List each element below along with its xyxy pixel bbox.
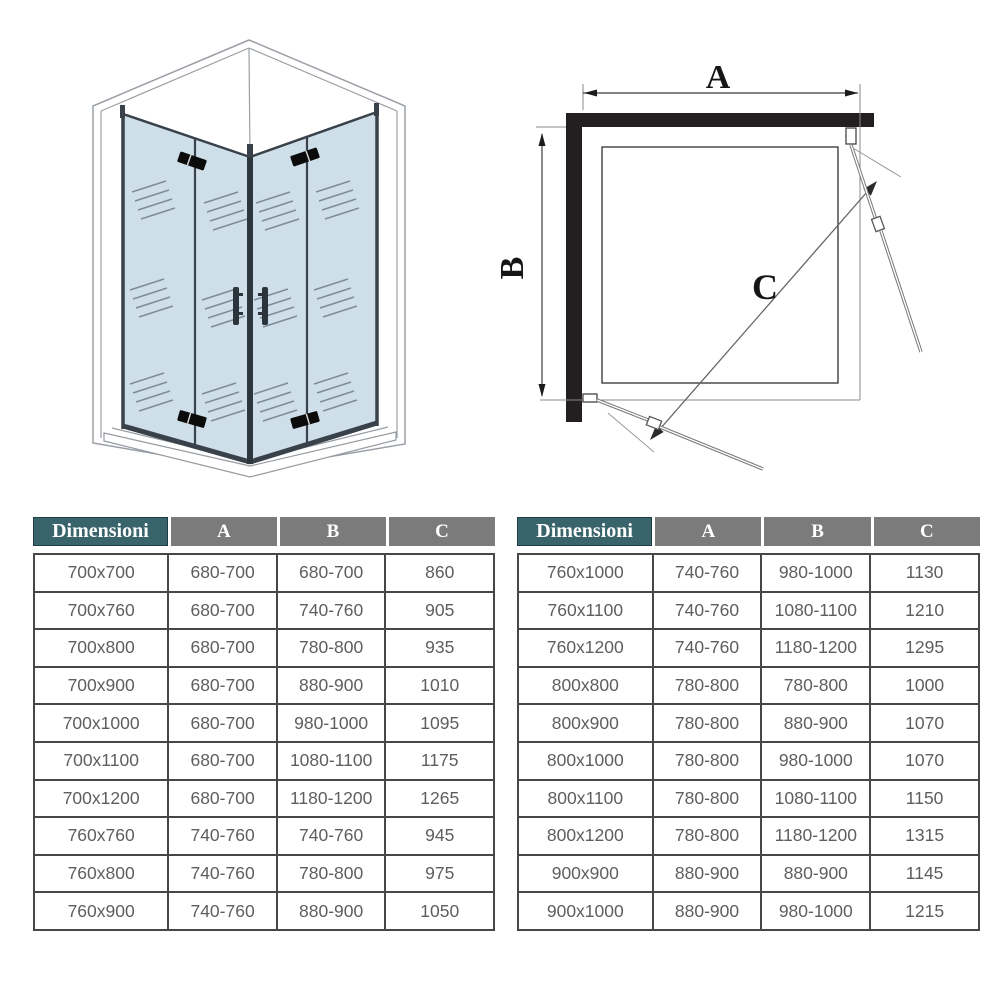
size-cell: 700x800 <box>34 629 168 667</box>
dimensioni-header: Dimensioni <box>33 517 168 546</box>
size-cell: 1265 <box>385 780 494 818</box>
column-header: C <box>874 517 980 546</box>
size-cell: 880-900 <box>277 667 386 705</box>
size-cell: 780-800 <box>277 855 386 893</box>
size-cell: 880-900 <box>761 704 870 742</box>
table-row <box>34 855 494 893</box>
table-row <box>518 592 979 630</box>
size-cell: 980-1000 <box>761 554 870 592</box>
size-cell: 1215 <box>870 892 979 930</box>
size-cell: 1175 <box>385 742 494 780</box>
table-row <box>34 817 494 855</box>
size-cell: 945 <box>385 817 494 855</box>
size-cell: 780-800 <box>761 667 870 705</box>
dimension-b <box>494 133 546 397</box>
size-cell: 680-700 <box>168 780 277 818</box>
column-header: B <box>764 517 870 546</box>
plan-wall-left <box>566 113 582 422</box>
size-cell: 1070 <box>870 704 979 742</box>
size-cell: 740-760 <box>653 592 762 630</box>
size-cell: 780-800 <box>653 780 762 818</box>
size-cell: 760x800 <box>34 855 168 893</box>
size-cell: 1145 <box>870 855 979 893</box>
size-cell: 760x900 <box>34 892 168 930</box>
size-cell: 800x900 <box>518 704 653 742</box>
size-cell: 1210 <box>870 592 979 630</box>
dim-label-b: B <box>494 256 531 280</box>
table-row <box>34 554 494 592</box>
table-body <box>517 553 980 931</box>
table-row <box>518 554 979 592</box>
size-cell: 680-700 <box>168 629 277 667</box>
dimension-table-right <box>517 517 980 931</box>
glass-right-face <box>250 112 377 464</box>
table-row <box>34 629 494 667</box>
size-cell: 760x1200 <box>518 629 653 667</box>
size-cell: 760x1100 <box>518 592 653 630</box>
table-row <box>518 855 979 893</box>
table-row <box>518 704 979 742</box>
table-row <box>34 592 494 630</box>
size-cell: 975 <box>385 855 494 893</box>
dimension-a <box>583 59 858 97</box>
table-row <box>34 780 494 818</box>
size-cell: 760x760 <box>34 817 168 855</box>
size-cell: 1080-1100 <box>761 780 870 818</box>
table-row <box>518 817 979 855</box>
column-header: B <box>280 517 386 546</box>
glass-left-face <box>123 114 250 464</box>
door-open-bottom-left <box>583 394 763 469</box>
size-cell: 900x1000 <box>518 892 653 930</box>
size-cell: 1050 <box>385 892 494 930</box>
dimension-c <box>646 178 881 444</box>
size-cell: 740-760 <box>168 892 277 930</box>
size-cell: 980-1000 <box>761 742 870 780</box>
table-header <box>33 517 495 546</box>
size-cell: 1000 <box>870 667 979 705</box>
size-cell: 1150 <box>870 780 979 818</box>
size-cell: 680-700 <box>168 554 277 592</box>
door-open-top-right <box>846 128 921 352</box>
size-cell: 1095 <box>385 704 494 742</box>
dimension-table-left <box>33 517 495 931</box>
size-cell: 980-1000 <box>277 704 386 742</box>
dim-label-a: A <box>705 59 731 96</box>
size-cell: 1180-1200 <box>761 629 870 667</box>
size-cell: 740-760 <box>168 855 277 893</box>
size-cell: 780-800 <box>653 742 762 780</box>
size-cell: 880-900 <box>653 855 762 893</box>
size-cell: 1010 <box>385 667 494 705</box>
size-cell: 700x1000 <box>34 704 168 742</box>
size-cell: 905 <box>385 592 494 630</box>
size-cell: 800x1000 <box>518 742 653 780</box>
size-cell: 680-700 <box>168 667 277 705</box>
size-cell: 800x1200 <box>518 817 653 855</box>
table-header <box>517 517 980 546</box>
table-row <box>518 780 979 818</box>
size-cell: 1180-1200 <box>761 817 870 855</box>
size-cell: 900x900 <box>518 855 653 893</box>
table-row <box>518 667 979 705</box>
shower-plan-diagram <box>494 59 921 469</box>
size-cell: 880-900 <box>653 892 762 930</box>
shower-3d-diagram <box>93 40 405 477</box>
size-cell: 740-760 <box>277 817 386 855</box>
size-cell: 1180-1200 <box>277 780 386 818</box>
size-cell: 935 <box>385 629 494 667</box>
size-cell: 680-700 <box>168 704 277 742</box>
size-cell: 1130 <box>870 554 979 592</box>
size-cell: 1315 <box>870 817 979 855</box>
size-cell: 700x900 <box>34 667 168 705</box>
table-body <box>33 553 495 931</box>
size-cell: 680-700 <box>168 592 277 630</box>
table-row <box>34 704 494 742</box>
size-cell: 700x700 <box>34 554 168 592</box>
size-cell: 680-700 <box>168 742 277 780</box>
size-cell: 740-760 <box>277 592 386 630</box>
table-row <box>518 742 979 780</box>
column-header: A <box>655 517 761 546</box>
size-cell: 740-760 <box>168 817 277 855</box>
size-cell: 700x1100 <box>34 742 168 780</box>
size-cell: 800x800 <box>518 667 653 705</box>
size-cell: 740-760 <box>653 629 762 667</box>
size-cell: 780-800 <box>653 817 762 855</box>
handle-bar-right <box>262 287 268 325</box>
table-row <box>518 629 979 667</box>
size-cell: 780-800 <box>653 667 762 705</box>
size-cell: 980-1000 <box>761 892 870 930</box>
dimensioni-header: Dimensioni <box>517 517 652 546</box>
footprint-lines <box>536 84 860 400</box>
size-cell: 1080-1100 <box>761 592 870 630</box>
size-cell: 780-800 <box>277 629 386 667</box>
size-cell: 880-900 <box>277 892 386 930</box>
plan-wall-top <box>566 113 874 127</box>
size-cell: 1295 <box>870 629 979 667</box>
table-row <box>34 667 494 705</box>
size-cell: 800x1100 <box>518 780 653 818</box>
size-cell: 680-700 <box>277 554 386 592</box>
size-cell: 760x1000 <box>518 554 653 592</box>
table-row <box>518 892 979 930</box>
size-cell: 860 <box>385 554 494 592</box>
size-cell: 880-900 <box>761 855 870 893</box>
column-header: A <box>171 517 277 546</box>
handle-bar-left <box>233 287 239 325</box>
size-cell: 780-800 <box>653 704 762 742</box>
table-row <box>34 892 494 930</box>
table-row <box>34 742 494 780</box>
size-cell: 700x1200 <box>34 780 168 818</box>
size-cell: 1070 <box>870 742 979 780</box>
size-cell: 740-760 <box>653 554 762 592</box>
size-cell: 700x760 <box>34 592 168 630</box>
dim-label-c: C <box>752 267 778 307</box>
size-cell: 1080-1100 <box>277 742 386 780</box>
column-header: C <box>389 517 495 546</box>
